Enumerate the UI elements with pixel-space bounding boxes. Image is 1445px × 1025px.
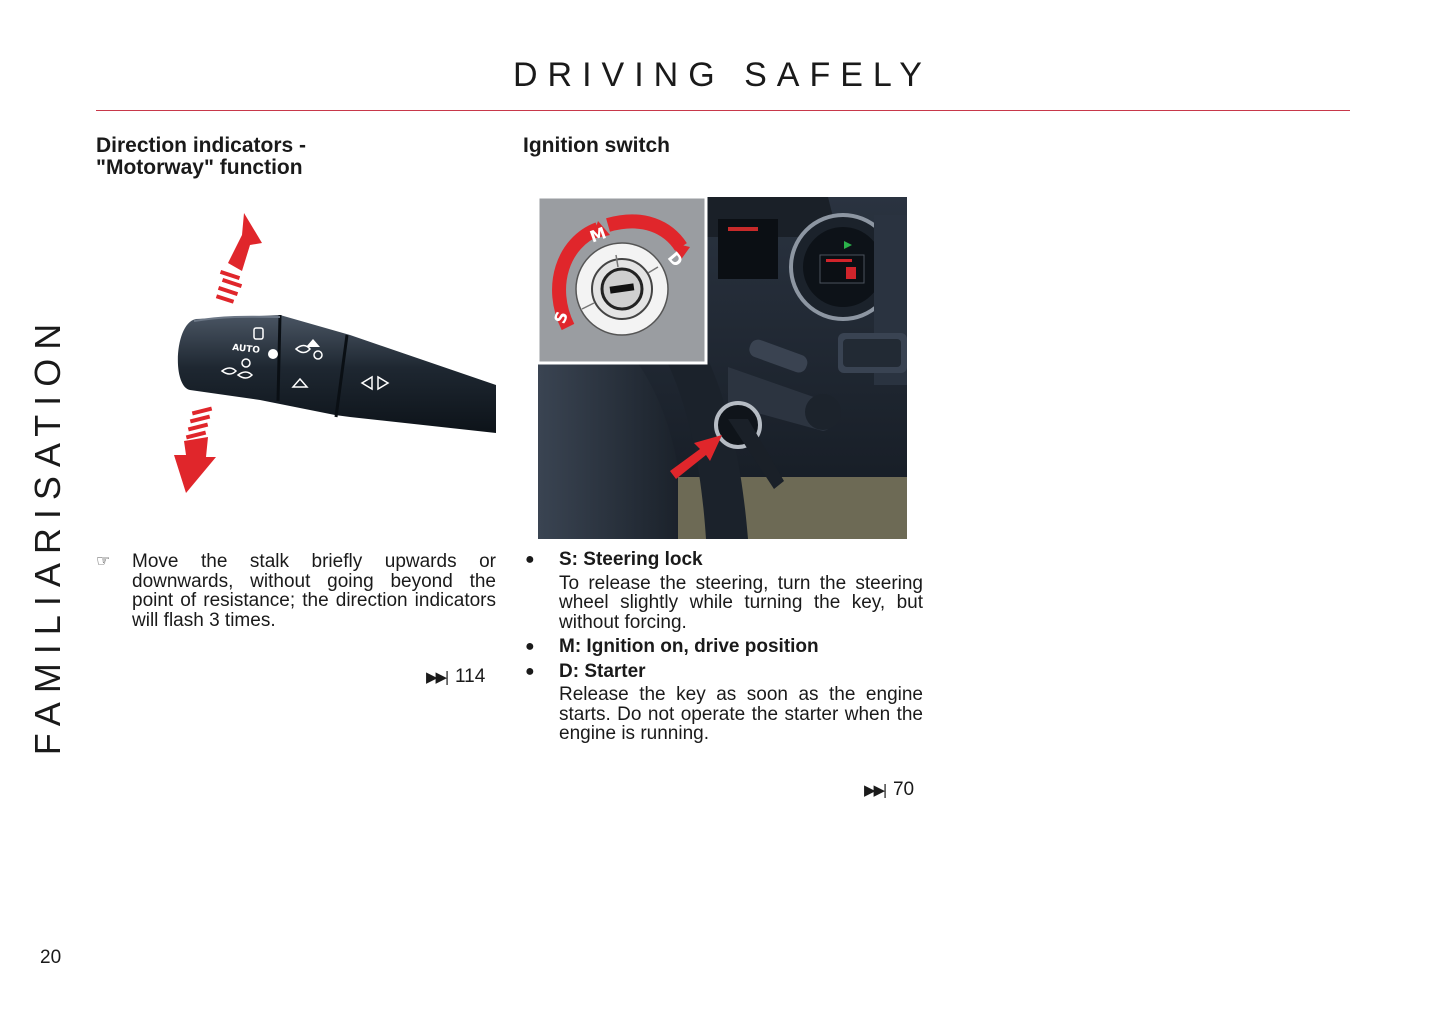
header-divider xyxy=(96,110,1350,111)
section-side-tab xyxy=(28,300,68,770)
ignition-switch-heading xyxy=(523,135,823,157)
list-item-label: D: Starter xyxy=(559,660,646,682)
bullet-dot-icon: ● xyxy=(525,662,535,680)
upward-arrow-icon xyxy=(216,213,262,304)
page-reference-link[interactable] xyxy=(426,666,485,688)
position-d-label: D xyxy=(663,248,687,271)
stalk-body xyxy=(178,315,496,433)
ignition-positions-diagram xyxy=(538,197,706,363)
tip-note xyxy=(96,552,496,630)
direction-indicators-heading xyxy=(96,135,396,179)
section-side-tab-label: FAMILIARISATION xyxy=(27,314,68,756)
bullet-dot-icon: ● xyxy=(525,551,535,568)
page-title: DRIVING SAFELY xyxy=(513,56,932,94)
position-s-label: S xyxy=(550,308,572,327)
tip-text: Move the stalk briefly upwards or downwards, without going beyond the point of resistance; the direction indicators will flash 3 times. xyxy=(132,551,496,631)
list-item xyxy=(523,662,923,744)
indicator-stalk-illustration xyxy=(150,205,496,505)
pointing-hand-icon: ☞ xyxy=(96,553,111,570)
bullet-dot-icon: ● xyxy=(525,638,535,655)
list-item xyxy=(523,637,923,657)
ignition-switch-photo xyxy=(538,197,907,539)
skip-forward-icon: ▶▶| xyxy=(864,782,885,799)
indicator-stalk-svg xyxy=(150,205,496,505)
list-item-description: To release the steering, turn the steering wheel slightly while turning the key, but without forcing. xyxy=(559,572,923,633)
ignition-switch-title: Ignition switch xyxy=(523,134,670,157)
page-reference-number: 70 xyxy=(892,779,915,800)
list-item-description: Release the key as soon as the engine starts. Do not operate the starter when the engine is running. xyxy=(559,684,923,744)
heading-line-2: "Motorway" function xyxy=(96,156,303,179)
ignition-positions-list xyxy=(523,550,923,749)
position-m-label: M xyxy=(587,223,609,247)
ignition-switch-svg xyxy=(538,197,907,539)
page-reference-link[interactable] xyxy=(864,779,914,801)
list-item-label: M: Ignition on, drive position xyxy=(559,636,819,657)
page-reference-number: 114 xyxy=(454,666,486,687)
stalk-auto-label: AUTO xyxy=(231,343,261,356)
downward-arrow-icon xyxy=(174,407,216,493)
list-item-label: S: Steering lock xyxy=(559,549,703,570)
page-number: 20 xyxy=(40,947,62,968)
list-item xyxy=(523,550,923,632)
heading-line-1: Direction indicators - xyxy=(96,134,307,157)
skip-forward-icon: ▶▶| xyxy=(426,669,447,686)
